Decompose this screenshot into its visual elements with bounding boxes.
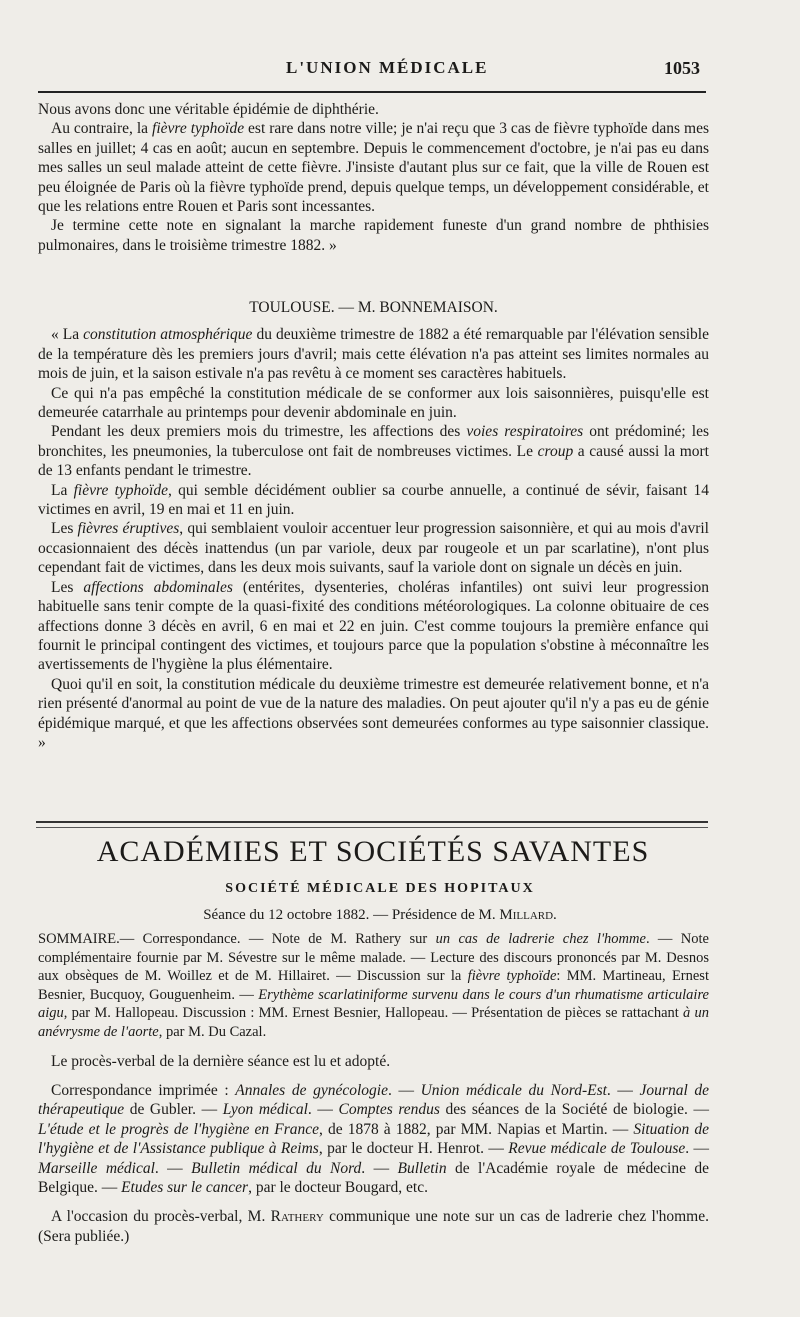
section-title: ACADÉMIES ET SOCIÉTÉS SAVANTES [96, 835, 650, 868]
paragraph: Nous avons donc une véritable épidémie de diphthérie. [38, 101, 379, 118]
rouen-report-end [38, 100, 709, 255]
running-header [0, 58, 800, 88]
summary-paragraph: SOMMAIRE.— Correspondance. — Note de M. Rathery sur un cas de ladrerie chez l'homme. — Note complémentaire fournie par M. Sévestre sur le même malade. — Lecture des discours prononcés par M. Desnos aux obsèques de M. Woillez et de M. Hillairet. — Discussion sur la fièvre typhoïde: MM. Martineau, Ernest Besnier, Bucquoy, Gouguenheim. — Erythème scarlatiniforme survenu dans le cours d'un rhumatisme articulaire aigu, par M. Hallopeau. Discussion : MM. Ernest Besnier, Hallopeau. — Présentation de pièces se rattachant à un anévrysme de l'aorte, par M. Du Cazal. [38, 931, 710, 1040]
paragraph: Au contraire, la fièvre typhoïde est rare dans notre ville; je n'ai reçu que 3 cas de fièvre typhoïde dans mes salles en juillet; 4 cas en août; aucun en septembre. Depuis le commencement d'octobre, je n'ai pas eu dans mes salles un seul malade atteint de cette fièvre. J'insiste d'autant plus sur ce fait, que la ville de Rouen est peu éloignée de Paris où la fièvre typhoïde prend, depuis quelque temps, un développement considérable, et que les relations entre Rouen et Paris sont incessantes. [38, 120, 709, 216]
society-heading: SOCIÉTÉ MÉDICALE DES HOPITAUX [225, 881, 535, 896]
seance-line: Séance du 12 octobre 1882. — Présidence de M. Millard. [203, 907, 557, 923]
society-report [38, 930, 709, 1246]
paragraph: Ce qui n'a pas empêché la constitution médicale de se conformer aux lois saisonnières, puisqu'elle est demeurée catarrhale au printemps pour devenir abdominale en juin. [38, 384, 709, 422]
section-heading: TOULOUSE. — M. BONNEMAISON. [249, 299, 498, 316]
paragraph: Je termine cette note en signalant la marche rapidement funeste d'un grand nombre de phthisies pulmonaires, dans le troisième trimestre 1882. » [38, 217, 709, 254]
section-divider [36, 821, 708, 828]
paragraph: « La constitution atmosphérique du deuxième trimestre de 1882 a été remarquable par l'élévation sensible de la température dès les premiers jours d'avril; mais cette élévation n'a pas atteint ses limites normales au mois de juin, et la saison estivale n'a pas revêtu à ce moment ses caractères habituels. [38, 326, 709, 383]
journal-title: L'UNION MÉDICALE [286, 58, 489, 77]
toulouse-report [38, 298, 709, 752]
header-rule [38, 91, 706, 93]
paragraph: Quoi qu'il en soit, la constitution médicale du deuxième trimestre est demeurée relativement bonne, et n'a rien présenté d'anormal au point de vue de la nature des maladies. On peut ajouter qu'il n'y a pas eu de génie épidémique marqué, et que les affections observées sont demeurées conformes au type saisonnier classique. » [38, 675, 709, 751]
paragraph: La fièvre typhoïde, qui semble décidément oublier sa courbe annuelle, a continué de sévir, faisant 14 victimes en avril, 19 en mai et 11 en juin. [38, 481, 709, 519]
paragraph: Le procès-verbal de la dernière séance est lu et adopté. [51, 1052, 391, 1070]
paragraph: Les fièvres éruptives, qui semblaient vouloir accentuer leur progression saisonnière, et qui au mois d'avril occasionnaient des décès inattendus (un par variole, deux par rougeole et un par scarlatine), n'ont plus cependant fait de victimes, dans les deux mois suivants, sauf la variole dont on signale un décès en juin. [38, 520, 709, 577]
paragraph: Les affections abdominales (entérites, dysenteries, choléras infantiles) ont suivi leur progression habituelle sans tenir compte de la quasi-fixité des conditions météorologiques. La colonne obituaire de ces affections donne 3 décès en avril, 6 en mai et 22 en juin. C'est comme toujours la première enfance qui fournit le principal contingent des victimes, et toujours parce que la population s'obstine à méconnaître les avertissements de l'hygiène la plus élémentaire. [38, 578, 709, 674]
paragraph: Pendant les deux premiers mois du trimestre, les affections des voies respiratoires ont prédominé; les bronchites, les pneumonies, la tuberculose ont fait de nombreuses victimes. Le croup a causé aussi la mort de 13 enfants pendant le trimestre. [38, 423, 709, 480]
correspondence-paragraph: Correspondance imprimée : Annales de gynécologie. — Union médicale du Nord-Est. — Journal de thérapeutique de Gubler. — Lyon médical. — Comptes rendus des séances de la Société de biologie. — L'étude et le progrès de l'hygiène en France, de 1878 à 1882, par MM. Napias et Martin. — Situation de l'hygiène et de l'Assistance publique à Reims, par le docteur H. Henrot. — Revue médicale de Toulouse. — Marseille médical. — Bulletin médical du Nord. — Bulletin de l'Académie royale de médecine de Belgique. — Etudes sur le cancer, par le docteur Bougard, etc. [38, 1081, 710, 1196]
page-number: 1053 [664, 58, 700, 78]
paragraph: A l'occasion du procès-verbal, M. Rathery communique une note sur un cas de ladrerie chez l'homme. (Sera publiée.) [38, 1208, 709, 1245]
